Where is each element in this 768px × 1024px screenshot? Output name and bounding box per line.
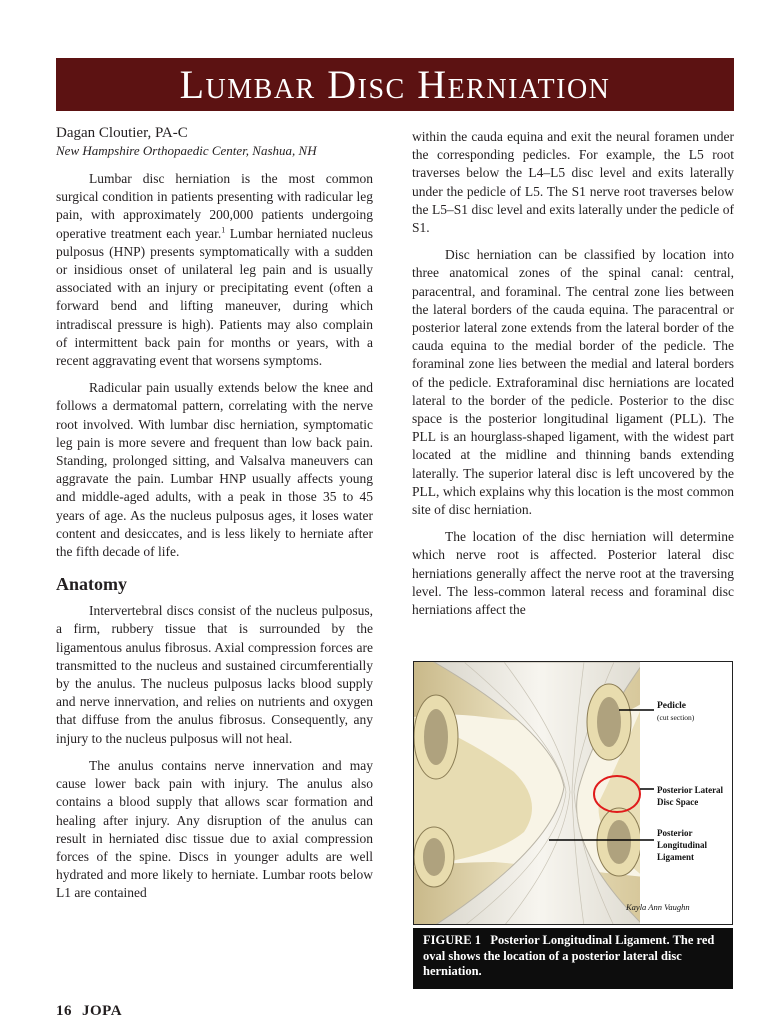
label-posterior-lateral: Posterior Lateral: [657, 785, 724, 795]
anatomy-paragraph-2: The anulus contains nerve innervation and may cause lower back pain with injury. The anulus also contains a blood supply that allows scar formation and healing after injury. Any disruption of the anulus can result in herniated disc tissue due to axial compression forces of the spine. Discs in younger adults are well hydrated and more likely to herniate. Lumbar roots below L1 are contained: [56, 757, 373, 901]
continued-paragraph: within the cauda equina and exit the neural foramen under the corresponding pedicles. For example, the L5 root traverses below the L4–L5 disc level and exits laterally under the pedicle of L5. The S1 nerve root traverses below the L5–S1 disc level and exits laterally under the pedicle of S1.: [412, 129, 734, 236]
location-paragraph: The location of the disc herniation will determine which nerve root is affected. Posterior lateral disc herniations generally affect the nerve root at the traversing level. The less-common lateral recess and foraminal disc herniations affect the: [412, 529, 734, 618]
figure-1-illustration: [413, 661, 733, 925]
caption-figure-number: FIGURE 1: [423, 933, 481, 947]
title-banner: [56, 58, 734, 111]
author-affiliation: New Hampshire Orthopaedic Center, Nashua, NH: [56, 143, 317, 158]
zones-paragraph: Disc herniation can be classified by location into three anatomical zones of the spinal canal: central, paracentral, and foraminal. The central zone lies between the lateral borders of the cauda equina. The paracentral or posterior lateral zone extends from the lateral border of the cauda equina to the medial border of the pedicle. The foraminal zone lies between the medial and lateral borders of the pedicle. Extraforaminal disc herniations are located lateral to the border of the pedicle. Posterior to the disc space is the posterior longitudinal ligament (PLL). The PLL is an hourglass-shaped ligament, with the widest part located at the midline and thinning bands extending laterally. The superior lateral disc is left uncovered by the PLL, which explains why this location is the most common site of disc herniation.: [412, 247, 734, 518]
label-posterior: Posterior: [657, 828, 693, 838]
intro-paragraph-1: [56, 170, 373, 370]
intro-paragraph-2: Radicular pain usually extends below the knee and follows a dermatomal pattern, correlating with the nerve root involved. With lumbar disc herniation, symptomatic leg pain is more severe and frequent than low back pain. Standing, prolonged sitting, and Valsalva maneuvers can aggravate the pain. Lumbar HNP usually affects young and middle-aged adults, with a peak in those 35 to 45 years of age. As the nucleus pulposus ages, it loses water content and desiccates, and is less likely to herniate after the fifth decade of life.: [56, 380, 373, 560]
intro-text-a: Lumbar disc herniation is the most common surgical condition in patients presenting with radicular leg pain, with approximately 200,000 patients undergoing operative treatment each year.: [56, 171, 373, 241]
artist-signature: Kayla Ann Vaughn: [626, 902, 690, 912]
right-column: [412, 128, 734, 628]
intro-text-b: Lumbar herniated nucleus pulposus (HNP) presents symptomatically with a sudden or insidious onset of unilateral leg pain and is usually associated with an injury or precipitating event (often a forward bend and lifting maneuver, during which intradiscal pressure is high). Patients may also complain of intermittent back pain for months or years, with a recent aggravating event that worsens symptoms.: [56, 225, 373, 369]
section-heading-anatomy: Anatomy: [56, 574, 127, 595]
pedicle-cut-left-bottom: [414, 827, 454, 887]
article-title: Lumbar Disc Herniation: [179, 61, 611, 107]
label-disc-space: Disc Space: [657, 797, 699, 807]
label-pedicle-sub: (cut section): [657, 713, 695, 722]
page-number: 16: [56, 1003, 72, 1019]
label-ligament: Ligament: [657, 852, 694, 862]
figure-1-caption: [413, 928, 733, 989]
page-footer: [56, 1003, 132, 1020]
anatomy-paragraph-1: Intervertebral discs consist of the nucleus pulposus, a firm, rubbery tissue that is surrounded by the ligamentous anulus fibrosus. Axial compression forces are transmitted to the nucleus and sustained circumferentially by the anulus. The nucleus pulposus lacks blood supply and nerve innervation, and relies on nutrients and oxygen that diffuse from the anulus fibrosus. Consequently, any injury to the nucleus pulposus will not heal.: [56, 603, 373, 746]
left-column: [56, 124, 373, 912]
label-pedicle: Pedicle: [657, 701, 687, 711]
caption-title: Posterior Longitudinal Ligament.: [490, 933, 670, 947]
journal-name: JOPA: [82, 1003, 123, 1019]
pedicle-cut-left-top: [414, 695, 458, 779]
pedicle-cut-right-top: [587, 684, 631, 760]
reference-superscript: 1: [221, 225, 226, 235]
spine-illustration: [414, 662, 733, 925]
label-longitudinal: Longitudinal: [657, 840, 708, 850]
caption-text: The red oval shows the location of a posterior lateral disc herniation.: [423, 933, 715, 978]
pedicle-cut-right-bottom: [597, 808, 641, 876]
author-name: Dagan Cloutier, PA-C: [56, 125, 188, 141]
